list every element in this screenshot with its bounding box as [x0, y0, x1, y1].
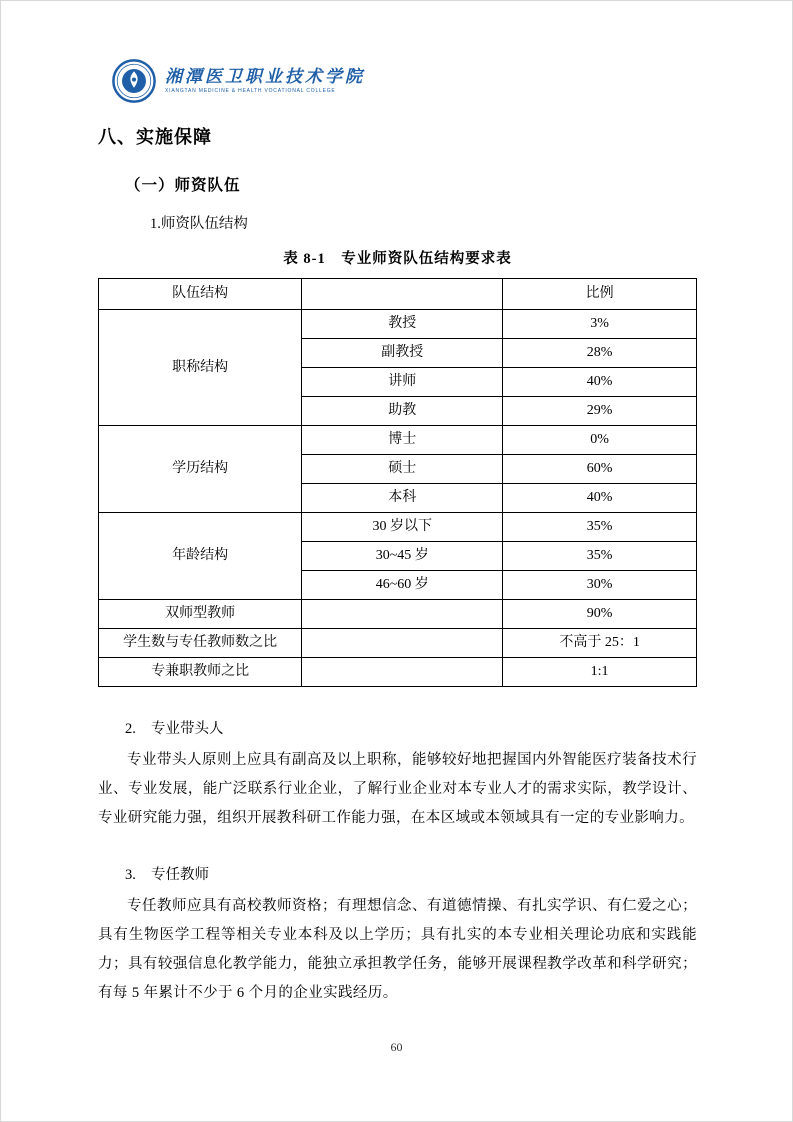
page-number: 60: [390, 1040, 403, 1054]
college-logo: [111, 58, 365, 104]
item-cell: 30~45 岁: [302, 542, 503, 571]
value-cell: 35%: [503, 542, 697, 571]
section-title: 八、实施保障: [98, 127, 212, 147]
item-cell: 本科: [302, 484, 503, 513]
item-cell: 硕士: [302, 455, 503, 484]
value-cell: 40%: [503, 368, 697, 397]
table-row: [99, 513, 697, 542]
value-cell: 40%: [503, 484, 697, 513]
item-cell: 讲师: [302, 368, 503, 397]
value-cell: 3%: [503, 310, 697, 339]
value-cell: 0%: [503, 426, 697, 455]
empty-cell: [302, 600, 503, 629]
item-cell: 教授: [302, 310, 503, 339]
item3-title: [98, 863, 697, 884]
item2-paragraph: 专业带头人原则上应具有副高及以上职称，能够较好地把握国内外智能医疗装备技术行业、专业发展，能广泛联系行业企业，了解行业企业对本专业人才的需求实际，教学设计、专业研究能力强，组织开展教科研工作能力强，在本区域或本领域具有一定的专业影响力。: [98, 752, 697, 826]
item3-label: 专任教师: [151, 867, 209, 883]
item2-title: [98, 717, 697, 738]
item3-paragraph: 专任教师应具有高校教师资格；有理想信念、有道德情操、有扎实学识、有仁爱之心；具有生物医学工程等相关专业本科及以上学历；具有扎实的本专业相关理论功底和实践能力；具有较强信息化教学能力，能独立承担教学任务，能够开展课程教学改革和科学研究；有每 5 年累计不少于 6 个月的企业实践经历。: [98, 898, 697, 1001]
item-cell: 助教: [302, 397, 503, 426]
table-row: [99, 658, 697, 687]
college-name-en: XIANGTAN MEDICINE & HEALTH VOCATIONAL COLLEGE: [165, 88, 336, 95]
group-label-cell: 年龄结构: [99, 513, 302, 600]
header-cell-structure: 队伍结构: [99, 279, 302, 310]
item-cell: 副教授: [302, 339, 503, 368]
empty-cell: [302, 629, 503, 658]
college-name-cn: 湘潭医卫职业技术学院: [165, 66, 365, 86]
value-cell: 1:1: [503, 658, 697, 687]
row-label-cell: 双师型教师: [99, 600, 302, 629]
value-cell: 35%: [503, 513, 697, 542]
item2-number: 2.: [125, 721, 136, 737]
table-row: [99, 629, 697, 658]
table-caption: 表 8-1 专业师资队伍结构要求表: [283, 251, 512, 267]
college-name-block: [165, 68, 365, 95]
subsection-title: （一）师资队伍: [125, 177, 241, 194]
value-cell: 60%: [503, 455, 697, 484]
table-row: [99, 426, 697, 455]
value-cell: 90%: [503, 600, 697, 629]
value-cell: 30%: [503, 571, 697, 600]
item-cell: 46~60 岁: [302, 571, 503, 600]
value-cell: 28%: [503, 339, 697, 368]
empty-cell: [302, 658, 503, 687]
header-cell-empty: [302, 279, 503, 310]
group-label-cell: 学历结构: [99, 426, 302, 513]
table-header-row: [99, 279, 697, 310]
value-cell: 不高于 25：1: [503, 629, 697, 658]
item-cell: 30 岁以下: [302, 513, 503, 542]
table-row: [99, 310, 697, 339]
item-cell: 博士: [302, 426, 503, 455]
row-label-cell: 学生数与专任教师数之比: [99, 629, 302, 658]
item3-number: 3.: [125, 867, 136, 883]
faculty-structure-table: [98, 278, 697, 687]
value-cell: 29%: [503, 397, 697, 426]
header-cell-ratio: 比例: [503, 279, 697, 310]
row-label-cell: 专兼职教师之比: [99, 658, 302, 687]
table-row: [99, 600, 697, 629]
college-emblem-icon: [111, 58, 157, 104]
item1-title: 1.师资队伍结构: [150, 216, 248, 232]
document-content: [98, 123, 697, 1008]
item2-label: 专业带头人: [151, 721, 224, 737]
group-label-cell: 职称结构: [99, 310, 302, 426]
